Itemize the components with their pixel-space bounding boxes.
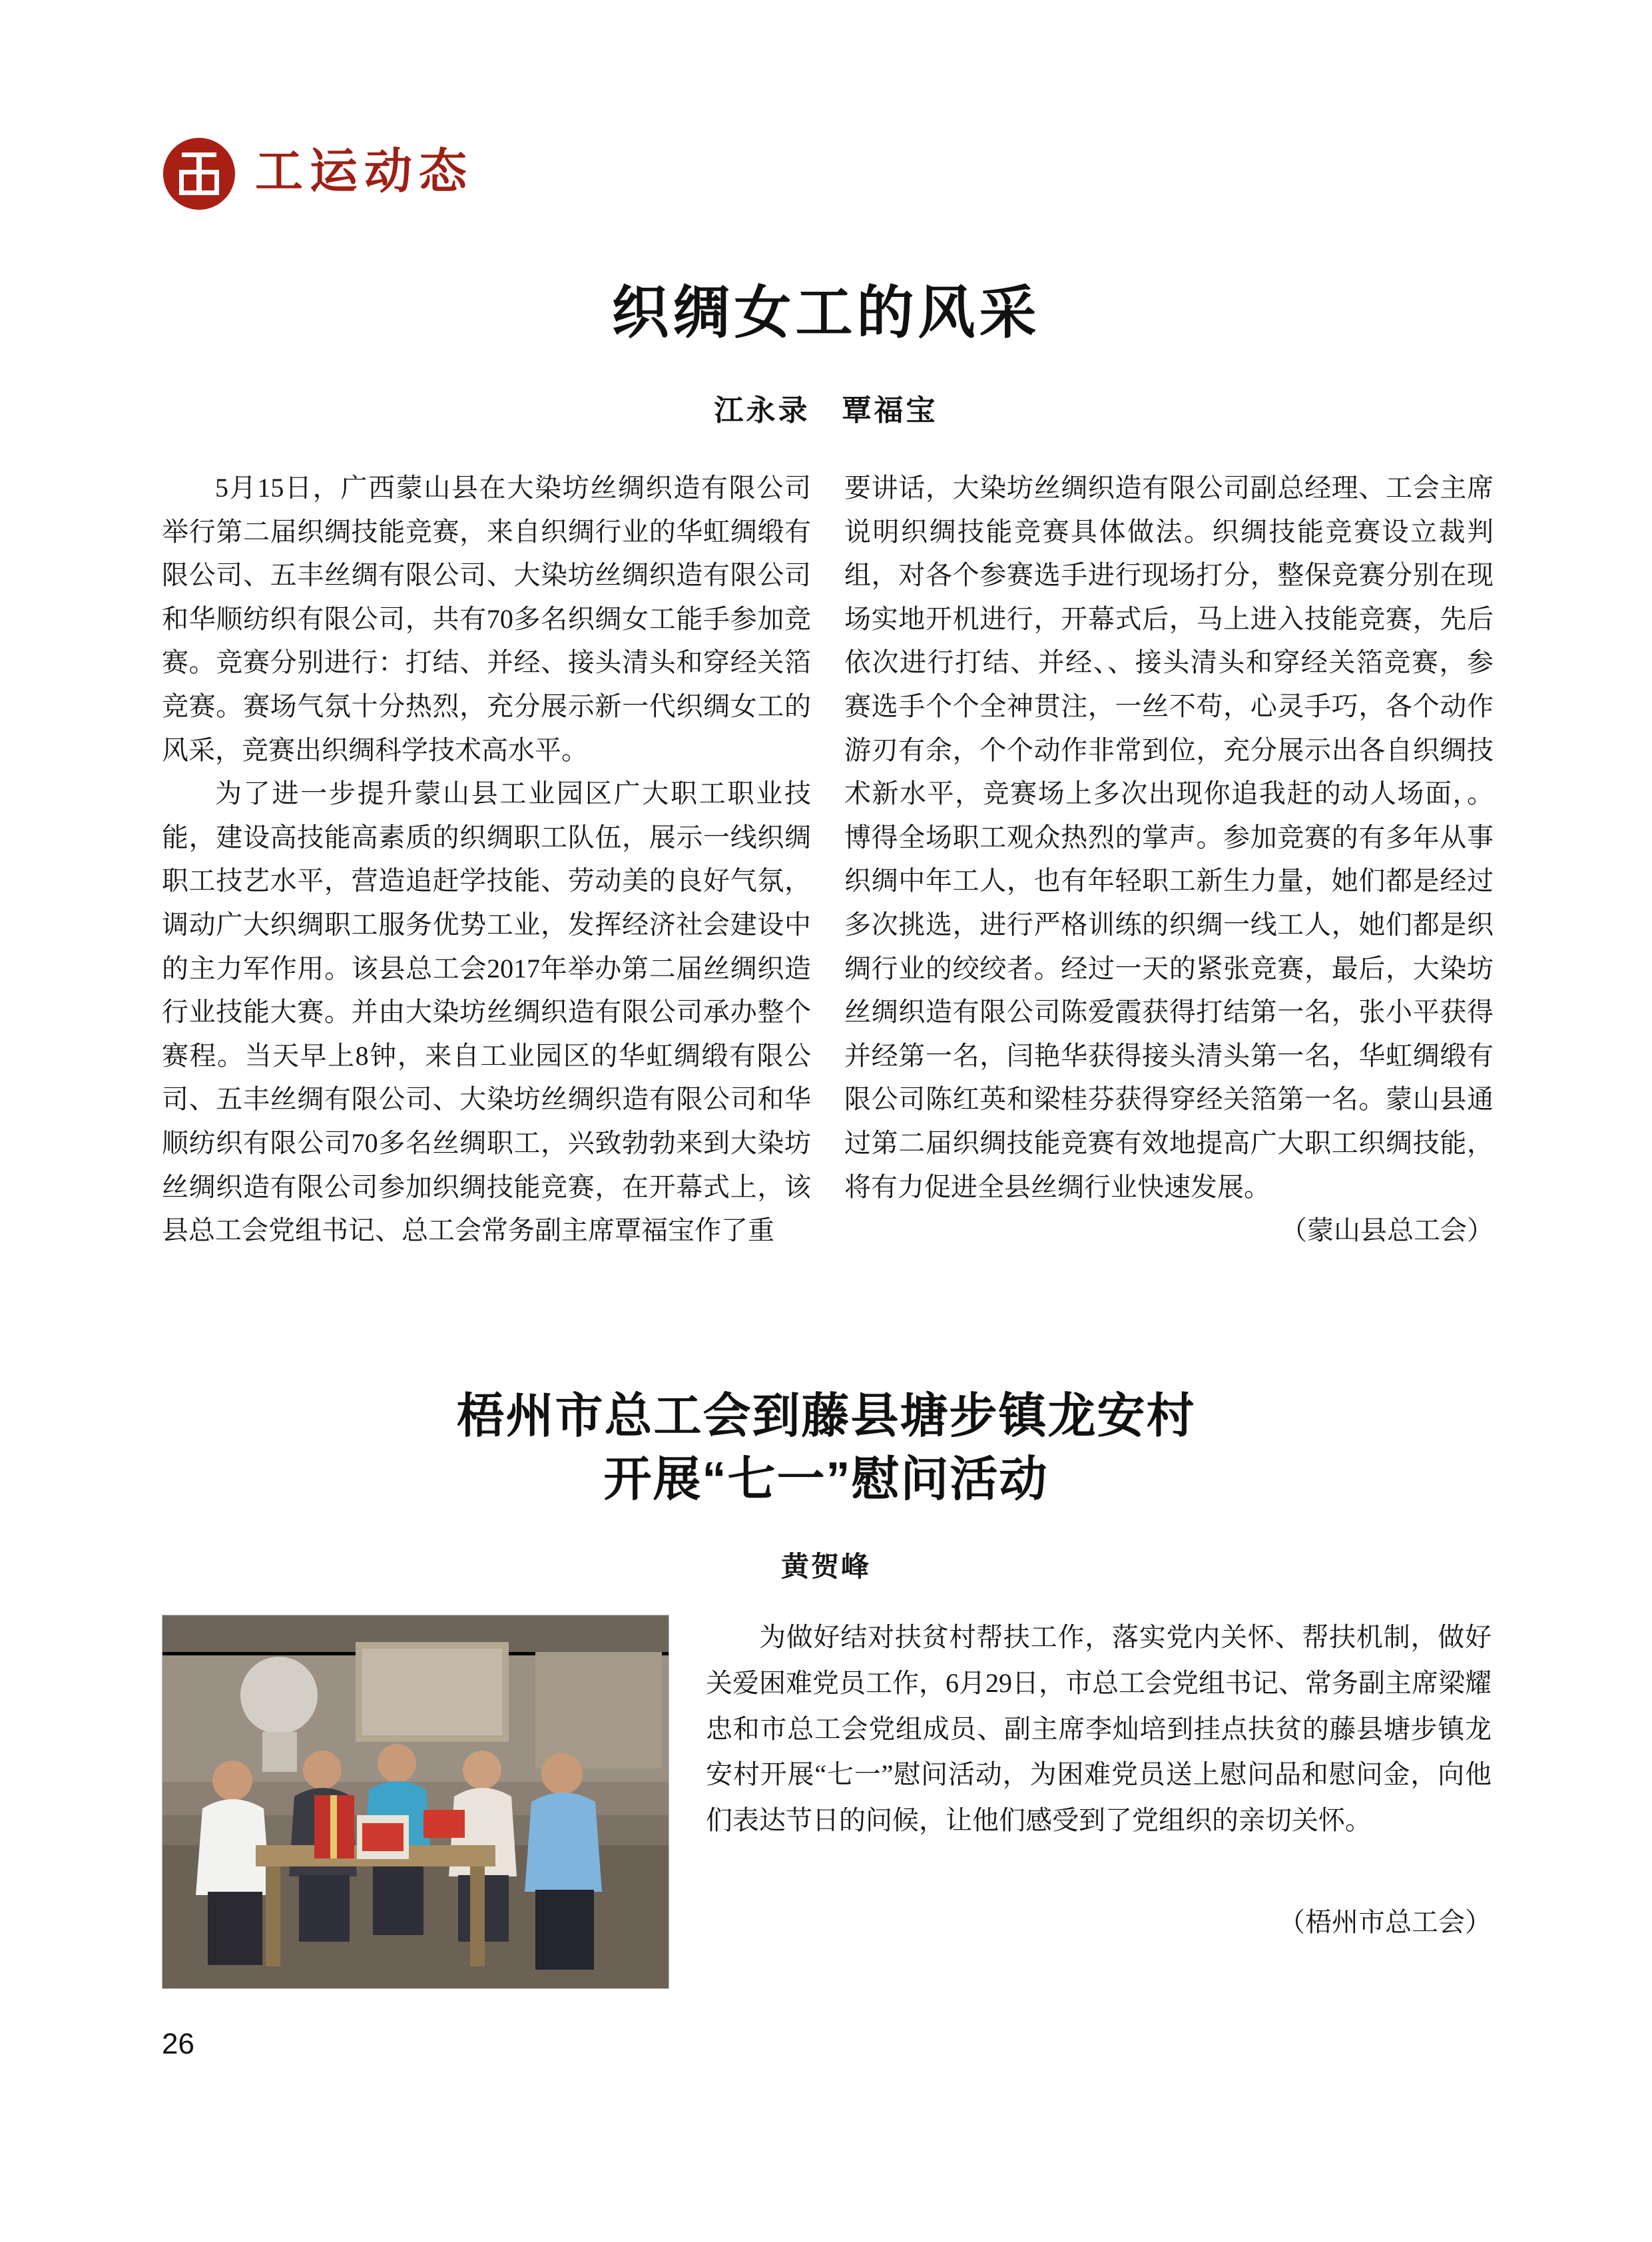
article2-title-line1: 梧州市总工会到藤县塘步镇龙安村 — [456, 1390, 1196, 1443]
article1-signature: （蒙山县总工会） — [1280, 1215, 1494, 1246]
paragraph: 要讲话，大染坊丝绸织造有限公司副总经理、工会主席说明织绸技能竞赛具体做法。织绸技能竞赛设立裁判组，对各个参赛选手进行现场打分，整保竞赛分别在现场实地开机进行，开幕式后，马上进入技能竞赛，先后依次进行打结、并经、、接头清头和穿经关箔竞赛，参赛选手个个全神贯注，一丝不苟，心灵手巧，各个动作游刃有余，个个动作非常到位，充分展示出各自织绸技术新水平，竞赛场上多次出现你追我赶的动人场面，。博得全场职工观众热烈的掌声。参加竞赛的有多年从事织绸中年工人，也有年轻职工新生力量，她们都是经过多次挑选，进行严格训练的织绸一线工人，她们都是织绸行业的绞绞者。经过一天的紧张竞赛，最后，大染坊丝绸织造有限公司陈爱霞获得打结第一名，张小平获得并经第一名，闫艳华获得接头清头第一名，华虹绸缎有限公司陈红英和梁桂芬获得穿经关箔第一名。蒙山县通过第二届织绸技能竞赛有效地提高广大职工织绸技能，将有力促进全县丝绸行业快速发展。 — [844, 473, 1494, 1202]
union-emblem-icon — [162, 137, 236, 211]
paragraph: 5月15日，广西蒙山县在大染坊丝绸织造有限公司举行第二届织绸技能竞赛，来自织绸行业的华虹绸缎有限公司、五丰丝绸有限公司、大染坊丝绸织造有限公司和华顺纺织有限公司，共有70多名织绸女工能手参加竞赛。竞赛分别进行：打结、并经、接头清头和穿经关箔竞赛。赛场气氛十分热烈，充分展示新一代织绸女工的风采，竞赛出织绸科学技术高水平。 — [162, 473, 811, 765]
article1-left-column — [162, 466, 811, 1253]
article2-author: 黄贺峰 — [780, 1552, 871, 1583]
article1-title: 织绸女工的风采 — [611, 281, 1041, 345]
paragraph: 为了进一步提升蒙山县工业园区广大职工职业技能，建设高技能高素质的织绸职工队伍，展示一线织绸职工技艺水平，营造追赶学技能、劳动美的良好气氛，调动广大织绸职工服务优势工业，发挥经济社会建设中的主力军作用。该县总工会2017年举办第二届丝绸织造行业技能大赛。并由大染坊丝绸织造有限公司承办整个赛程。当天早上8钟，来自工业园区的华虹绸缎有限公司、五丰丝绸有限公司、大染坊丝绸织造有限公司和华顺纺织有限公司70多名丝绸职工，兴致勃勃来到大染坊丝绸织造有限公司参加织绸技能竞赛，在开幕式上，该县总工会党组书记、总工会常务副主席覃福宝作了重 — [162, 778, 811, 1246]
page-number: 26 — [162, 2028, 194, 2060]
article2-signature: （梧州市总工会） — [1278, 1907, 1492, 1937]
article2-title-line2: 开展“七一”慰问活动 — [603, 1453, 1049, 1507]
masthead — [162, 137, 473, 211]
masthead-title: 工运动态 — [255, 145, 474, 198]
article2-title — [0, 1385, 1652, 1512]
article1-authors: 江永录 覃福宝 — [714, 394, 938, 427]
paragraph: 为做好结对扶贫村帮扶工作，落实党内关怀、帮扶机制，做好关爱困难党员工作，6月29日，市总工会党组书记、常务副主席梁耀忠和市总工会党组成员、副主席李灿培到挂点扶贫的藤县塘步镇龙安村开展“七一”慰问活动，为困难党员送上慰问品和慰问金，向他们表达节日的问候，让他们感受到了党组织的亲切关怀。 — [706, 1622, 1492, 1836]
article2-body — [706, 1615, 1492, 1844]
article1-right-column — [844, 466, 1494, 1253]
article2-photo — [162, 1615, 669, 1989]
